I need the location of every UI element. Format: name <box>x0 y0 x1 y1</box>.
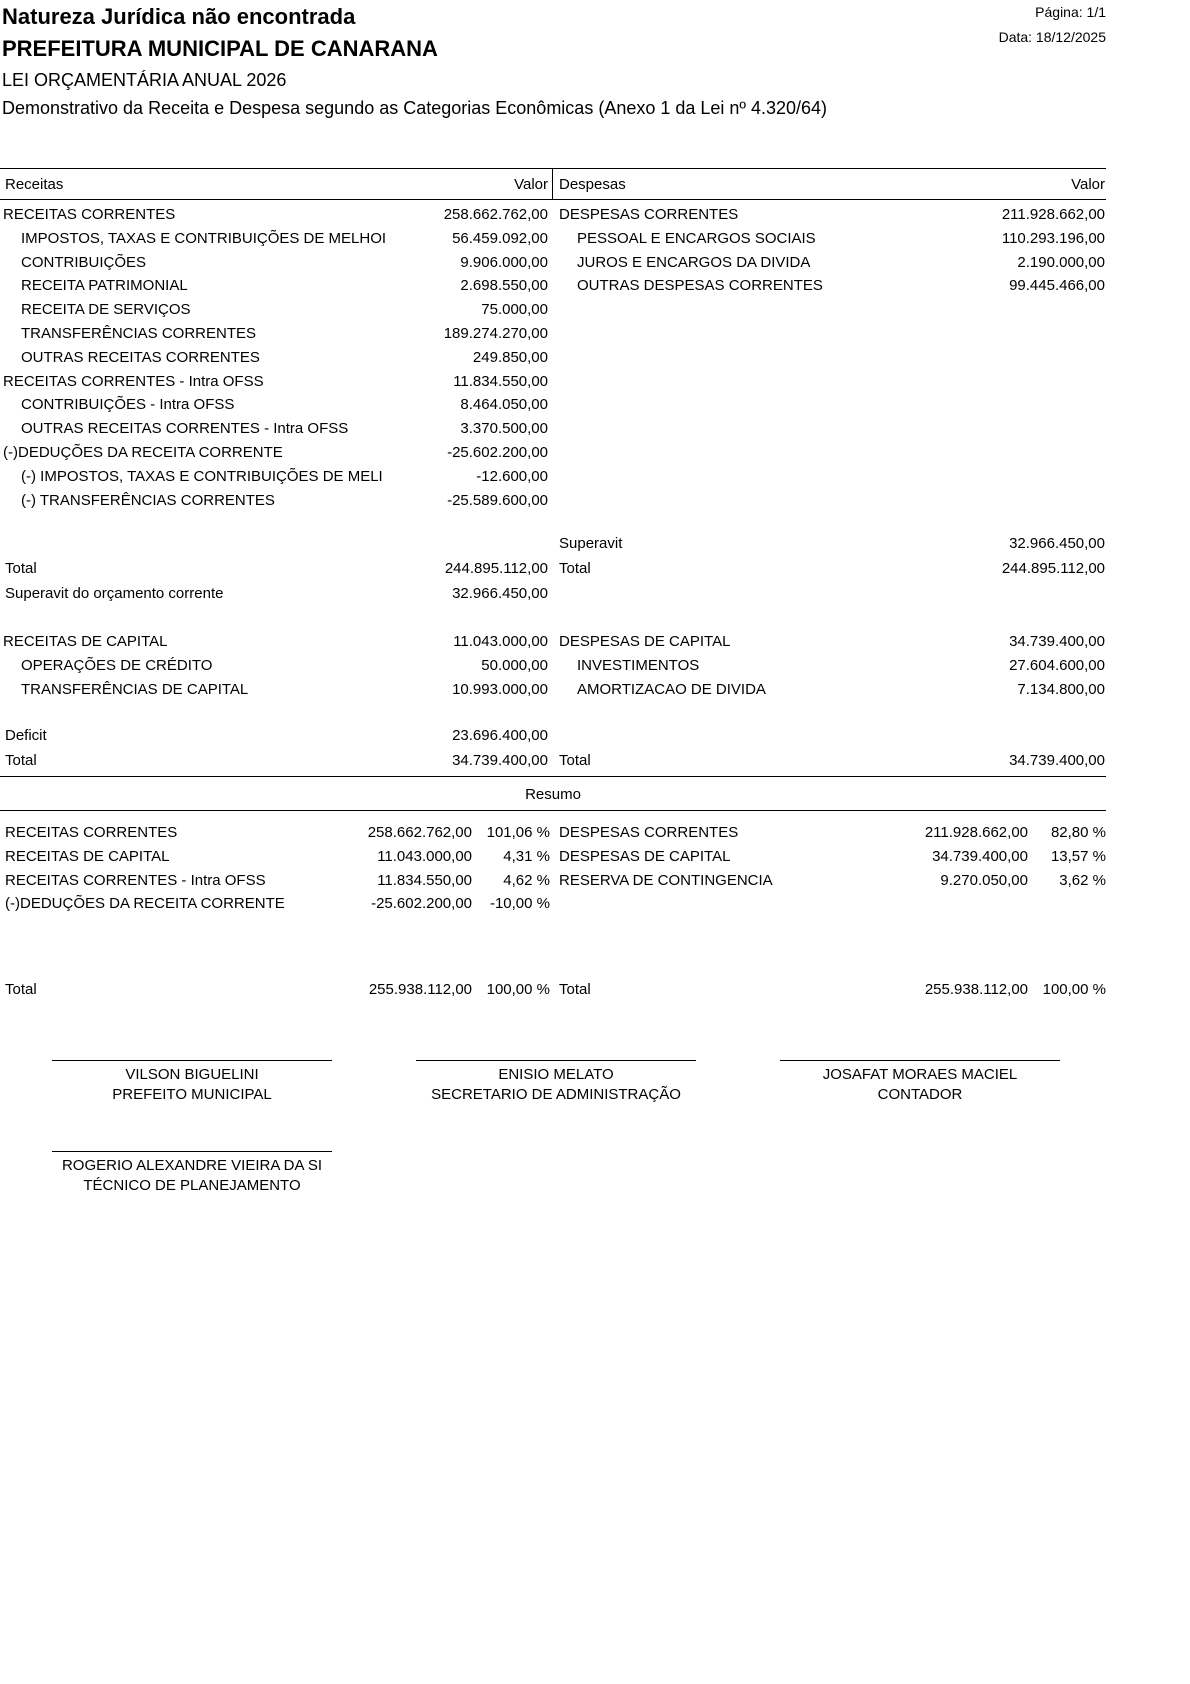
resumo-total-receitas-pct: 100,00 % <box>486 981 550 998</box>
receita-label: RECEITAS CORRENTES <box>3 206 176 223</box>
superavit-orcamento-value: 32.966.450,00 <box>452 585 548 602</box>
signature-block <box>416 1060 696 1105</box>
resumo-receita-label: RECEITAS DE CAPITAL <box>5 847 170 865</box>
signature-name: VILSON BIGUELINI <box>125 1066 259 1083</box>
receita-label: RECEITAS CORRENTES - Intra OFSS <box>3 372 264 390</box>
receita-label: CONTRIBUIÇÕES <box>21 253 147 271</box>
receita-value: -25.602.200,00 <box>447 444 548 461</box>
resumo-total-despesas-label: Total <box>559 981 591 998</box>
capital-receita-value: 11.043.000,00 <box>453 633 548 650</box>
capital-receita-value: 10.993.000,00 <box>452 680 548 698</box>
resumo-total-despesas-value: 255.938.112,00 <box>924 981 1028 998</box>
receita-label: (-) IMPOSTOS, TAXAS E CONTRIBUIÇÕES DE MELI <box>21 467 383 485</box>
resumo-receita-pct: -10,00 % <box>489 895 550 913</box>
capital-despesa-label: INVESTIMENTOS <box>577 656 700 674</box>
resumo-total-receitas-value: 255.938.112,00 <box>368 981 472 998</box>
receita-value: -25.589.600,00 <box>447 491 548 509</box>
resumo-despesa-value: 9.270.050,00 <box>940 871 1028 889</box>
capital-despesa-label: AMORTIZACAO DE DIVIDA <box>577 680 766 698</box>
receita-label: RECEITA PATRIMONIAL <box>21 277 188 295</box>
receita-label: RECEITA DE SERVIÇOS <box>21 301 191 319</box>
capital-receita-value: 50.000,00 <box>481 656 548 674</box>
resumo-receita-value: -25.602.200,00 <box>371 895 472 913</box>
receita-label: OUTRAS RECEITAS CORRENTES <box>21 348 260 366</box>
resumo-receita-label: RECEITAS CORRENTES <box>5 824 178 841</box>
resumo-receita-value: 258.662.762,00 <box>367 824 472 841</box>
receita-label: (-) TRANSFERÊNCIAS CORRENTES <box>21 491 275 509</box>
signature-block <box>52 1151 332 1196</box>
resumo-top-rule <box>0 776 1106 777</box>
capital-total-receitas-value: 34.739.400,00 <box>452 752 548 769</box>
col-receitas-header: Receitas <box>5 176 64 193</box>
capital-total-receitas-label: Total <box>5 752 37 769</box>
col-valor-receitas-header: Valor <box>514 176 548 193</box>
resumo-total-receitas-label: Total <box>5 981 37 998</box>
resumo-total-despesas-pct: 100,00 % <box>1042 981 1106 998</box>
despesa-label: OUTRAS DESPESAS CORRENTES <box>577 277 823 295</box>
resumo-title: Resumo <box>525 786 581 803</box>
page-number: Página: 1/1 <box>1035 4 1106 20</box>
receita-value: 75.000,00 <box>481 301 548 319</box>
correntes-total-despesas-label: Total <box>559 560 591 577</box>
receita-value: 189.274.270,00 <box>443 325 548 342</box>
resumo-despesa-value: 34.739.400,00 <box>932 847 1028 865</box>
resumo-receita-label: RECEITAS CORRENTES - Intra OFSS <box>5 871 266 889</box>
receita-value: 8.464.050,00 <box>460 396 548 414</box>
capital-receita-label: RECEITAS DE CAPITAL <box>3 633 168 650</box>
despesa-label: PESSOAL E ENCARGOS SOCIAIS <box>577 229 816 247</box>
resumo-despesa-label: RESERVA DE CONTINGENCIA <box>559 871 773 889</box>
resumo-receita-label: (-)DEDUÇÕES DA RECEITA CORRENTE <box>5 895 285 913</box>
capital-despesa-value: 34.739.400,00 <box>1009 633 1105 650</box>
receita-value: 9.906.000,00 <box>460 253 548 271</box>
municipality-title: PREFEITURA MUNICIPAL DE CANARANA <box>2 36 438 61</box>
resumo-bottom-rule <box>0 810 1106 811</box>
capital-despesa-value: 27.604.600,00 <box>1009 656 1105 674</box>
superavit-orcamento-label: Superavit do orçamento corrente <box>5 585 224 602</box>
table-header-divider <box>552 168 553 199</box>
signature-line <box>52 1060 332 1061</box>
signature-role: CONTADOR <box>877 1086 963 1103</box>
receita-label: OUTRAS RECEITAS CORRENTES - Intra OFSS <box>21 420 349 438</box>
receita-value: 249.850,00 <box>472 348 548 366</box>
col-valor-despesas-header: Valor <box>1071 176 1105 193</box>
correntes-total-receitas-label: Total <box>5 560 37 577</box>
capital-receita-label: TRANSFERÊNCIAS DE CAPITAL <box>21 680 249 698</box>
resumo-despesa-pct: 82,80 % <box>1050 824 1106 841</box>
signature-role: TÉCNICO DE PLANEJAMENTO <box>83 1177 301 1194</box>
resumo-receita-value: 11.834.550,00 <box>377 871 472 889</box>
deficit-value: 23.696.400,00 <box>452 727 548 744</box>
col-despesas-header: Despesas <box>559 176 626 193</box>
resumo-despesa-label: DESPESAS DE CAPITAL <box>559 847 731 865</box>
capital-total-despesas-label: Total <box>559 752 591 769</box>
law-title: LEI ORÇAMENTÁRIA ANUAL 2026 <box>2 70 287 90</box>
signature-block <box>52 1060 332 1105</box>
report-title: Demonstrativo da Receita e Despesa segundo as Categorias Econômicas (Anexo 1 da Lei nº 4.320/64) <box>2 98 828 118</box>
resumo-despesa-pct: 3,62 % <box>1059 871 1106 889</box>
entity-status: Natureza Jurídica não encontrada <box>2 4 356 29</box>
signature-line <box>416 1060 696 1061</box>
capital-receita-label: OPERAÇÕES DE CRÉDITO <box>21 656 213 674</box>
despesa-label: DESPESAS CORRENTES <box>559 206 739 223</box>
superavit-value: 32.966.450,00 <box>1009 535 1105 552</box>
resumo-receita-value: 11.043.000,00 <box>377 847 472 865</box>
superavit-label: Superavit <box>559 535 623 552</box>
capital-despesa-value: 7.134.800,00 <box>1017 680 1105 698</box>
receita-label: IMPOSTOS, TAXAS E CONTRIBUIÇÕES DE MELHOI <box>21 229 387 247</box>
receita-label: (-)DEDUÇÕES DA RECEITA CORRENTE <box>3 444 283 461</box>
resumo-despesa-label: DESPESAS CORRENTES <box>559 824 739 841</box>
despesa-value: 211.928.662,00 <box>1001 206 1105 223</box>
resumo-despesa-pct: 13,57 % <box>1050 847 1106 865</box>
receita-value: 56.459.092,00 <box>452 229 548 247</box>
signature-line <box>780 1060 1060 1061</box>
signature-role: PREFEITO MUNICIPAL <box>112 1086 272 1103</box>
resumo-receita-pct: 4,62 % <box>503 871 550 889</box>
receita-value: 2.698.550,00 <box>460 277 548 295</box>
resumo-receita-pct: 101,06 % <box>486 824 550 841</box>
signature-name: ENISIO MELATO <box>498 1066 614 1083</box>
receita-label: TRANSFERÊNCIAS CORRENTES <box>21 325 257 342</box>
receita-label: CONTRIBUIÇÕES - Intra OFSS <box>21 396 235 414</box>
report-date: Data: 18/12/2025 <box>998 29 1106 45</box>
receita-value: -12.600,00 <box>476 467 548 485</box>
signature-line <box>52 1151 332 1152</box>
receita-value: 258.662.762,00 <box>443 206 548 223</box>
resumo-receita-pct: 4,31 % <box>503 847 550 865</box>
despesa-value: 99.445.466,00 <box>1009 277 1105 295</box>
despesa-value: 2.190.000,00 <box>1017 253 1105 271</box>
despesa-value: 110.293.196,00 <box>1001 229 1105 247</box>
signature-role: SECRETARIO DE ADMINISTRAÇÃO <box>431 1086 681 1103</box>
signature-name: ROGERIO ALEXANDRE VIEIRA DA SI <box>61 1157 323 1174</box>
signature-name: JOSAFAT MORAES MACIEL <box>822 1066 1018 1083</box>
receita-value: 11.834.550,00 <box>453 372 548 390</box>
correntes-total-receitas-value: 244.895.112,00 <box>444 560 548 577</box>
correntes-total-despesas-value: 244.895.112,00 <box>1001 560 1105 577</box>
signature-block <box>780 1060 1060 1105</box>
receita-value: 3.370.500,00 <box>460 420 548 438</box>
despesa-label: JUROS E ENCARGOS DA DIVIDA <box>577 253 811 271</box>
table-top-rule <box>0 168 1106 169</box>
capital-despesa-label: DESPESAS DE CAPITAL <box>559 633 731 650</box>
table-header-bottom-rule <box>0 199 1106 200</box>
deficit-label: Deficit <box>5 727 47 744</box>
resumo-despesa-value: 211.928.662,00 <box>924 824 1028 841</box>
capital-total-despesas-value: 34.739.400,00 <box>1009 752 1105 769</box>
